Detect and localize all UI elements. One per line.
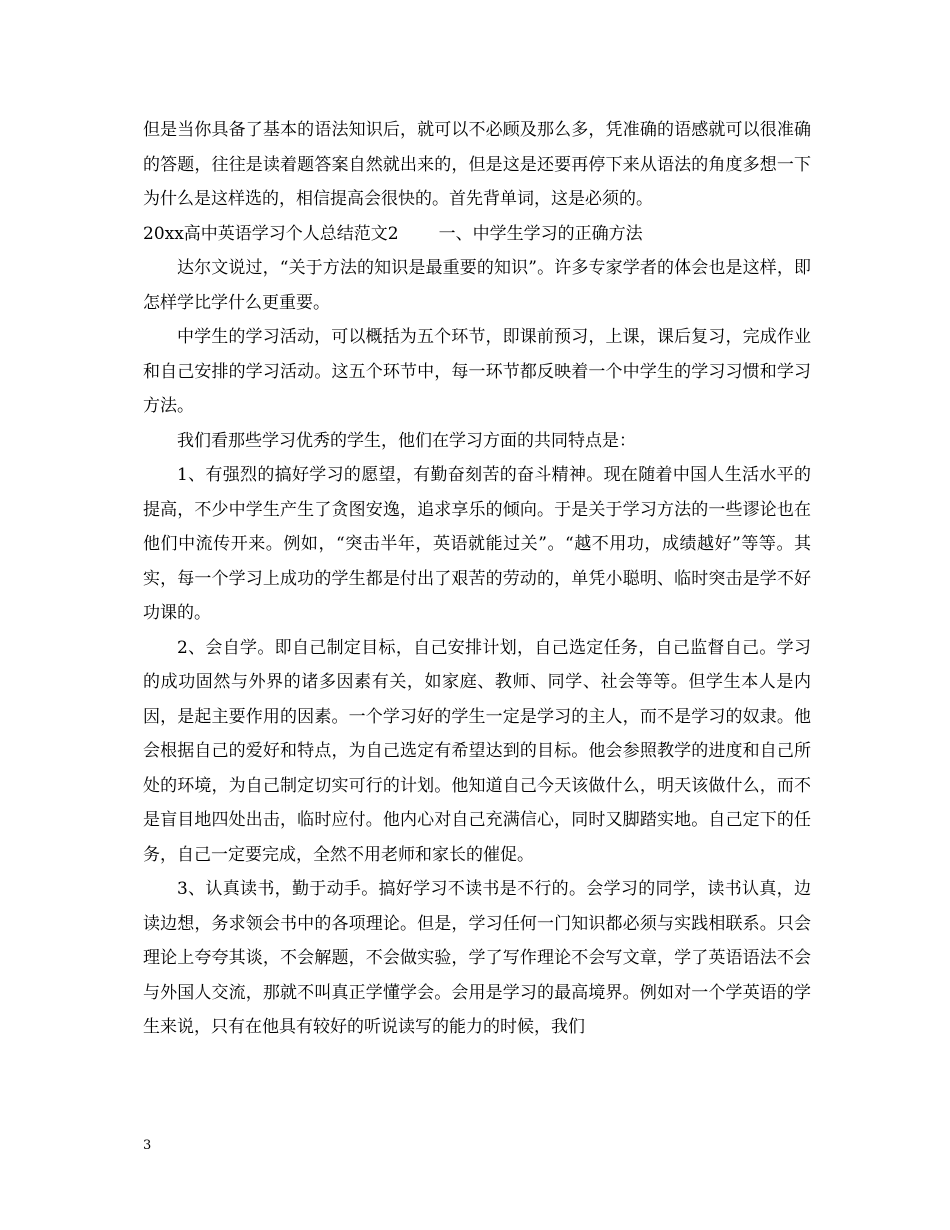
document-body: [143, 113, 811, 1045]
section-heading-line: [143, 217, 811, 252]
paragraph-point-3: 3、认真读书，勤于动手。搞好学习不读书是不行的。会学习的同学，读书认真，边读边想，务求领会书中的各项理论。但是，学习任何一门知识都必须与实践相联系。只会理论上夸夸其谈，不会解题，不会做实验，学了写作理论不会写文章，学了英语语法不会与外国人交流，那就不叫真正学懂学会。会用是学习的最高境界。例如对一个学英语的学生来说，只有在他具有较好的听说读写的能力的时候，我们: [143, 879, 811, 1037]
paragraph-five-stages: 中学生的学习活动，可以概括为五个环节，即课前预习，上课，课后复习，完成作业和自己安排的学习活动。这五个环节中，每一环节都反映着一个中学生的学习习惯和学习方法。: [143, 327, 811, 416]
paragraph-point-1: 1、有强烈的搞好学习的愿望，有勤奋刻苦的奋斗精神。现在随着中国人生活水平的提高，不少中学生产生了贪图安逸，追求享乐的倾向。于是关于学习方法的一些谬论也在他们中流传开来。例如，“突击半年，英语就能过关”。“越不用功，成绩越好”等等。其实，每一个学习上成功的学生都是付出了艰苦的劳动的，单凭小聪明、临时突击是学不好功课的。: [143, 465, 811, 623]
page-number: 3: [143, 1138, 152, 1153]
paragraph-common-traits: 我们看那些学习优秀的学生，他们在学习方面的共同特点是：: [177, 430, 636, 451]
section-heading: 一、中学生学习的正确方法: [438, 223, 643, 244]
paragraph-point-2: 2、会自学。即自己制定目标，自己安排计划，自己选定任务，自己监督自己。学习的成功固然与外界的诸多因素有关，如家庭、教师、同学、社会等等。但学生本人是内因，是起主要作用的因素。一个学习好的学生一定是学习的主人，而不是学习的奴隶。他会根据自己的爱好和特点，为自己选定有希望达到的目标。他会参照教学的进度和自己所处的环境，为自己制定切实可行的计划。他知道自己今天该做什么，明天该做什么，而不是盲目地四处出击，临时应付。他内心对自己充满信心，同时又脚踏实地。自己定下的任务，自己一定要完成，全然不用老师和家长的催促。: [143, 637, 811, 865]
paragraph-darwin-quote: 达尔文说过，“关于方法的知识是最重要的知识”。许多专家学者的体会也是这样，即怎样学比学什么更重要。: [143, 258, 811, 313]
paragraph-continuation: 但是当你具备了基本的语法知识后，就可以不必顾及那么多，凭准确的语感就可以很准确的答题，往往是读着题答案自然就出来的，但是这是还要再停下来从语法的角度多想一下为什么是这样选的，相信提高会很快的。首先背单词，这是必须的。: [143, 120, 811, 209]
article-title: 20xx高中英语学习个人总结范文2: [143, 223, 399, 244]
